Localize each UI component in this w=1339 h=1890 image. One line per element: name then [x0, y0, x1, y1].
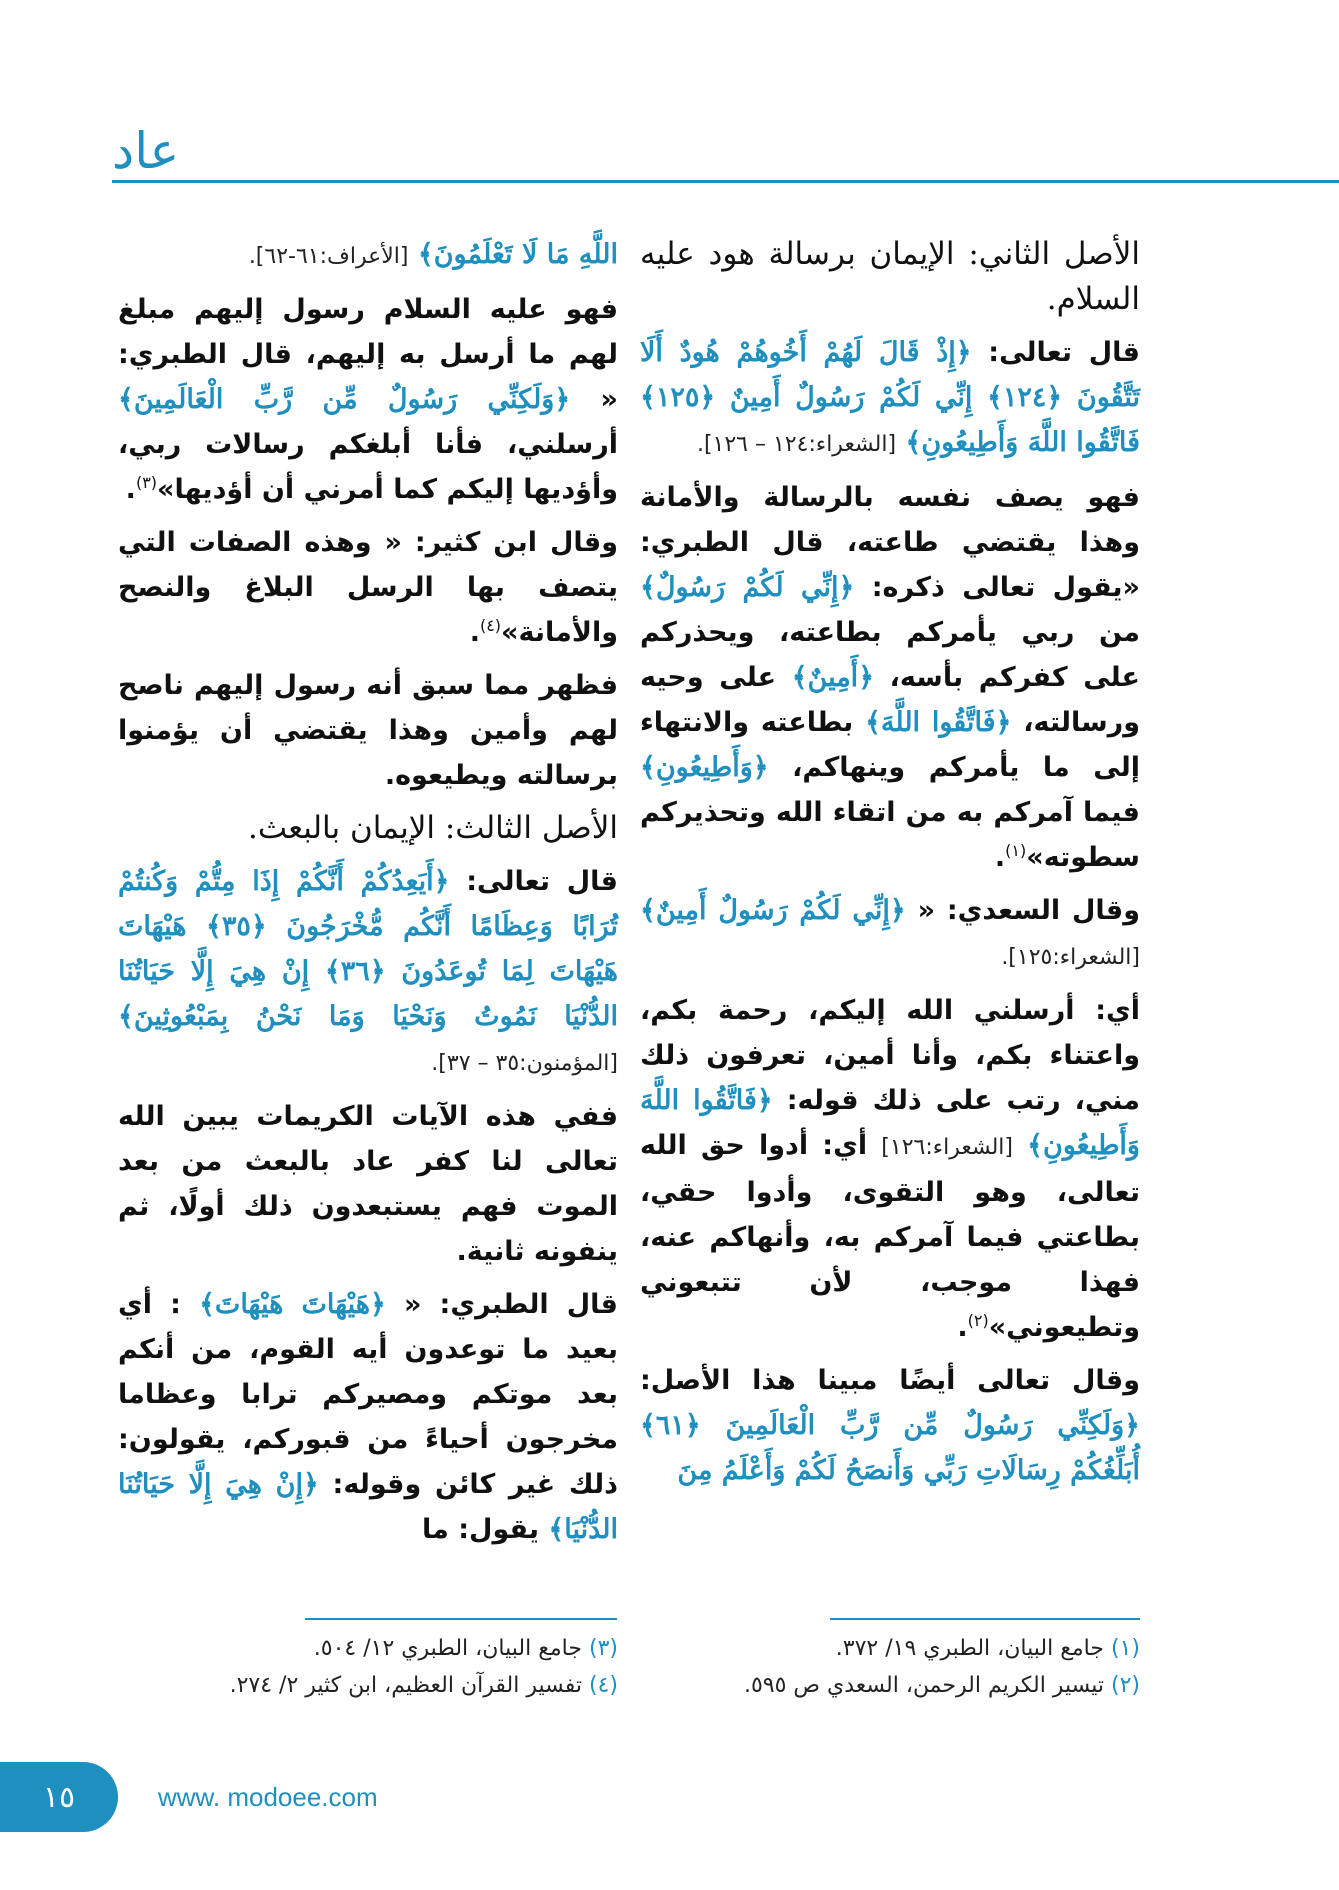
footnote-ref[interactable]: (١)	[1005, 841, 1027, 860]
quran-verse: ﴿إِنْ هِيَ إِلَّا حَيَاتُنَا الدُّنْيَا﴾	[118, 1469, 618, 1545]
footnote-text: جامع البيان، الطبري ١٢/ ٥٠٤.	[313, 1636, 582, 1661]
quran-verse: ﴿فَاتَّقُوا اللَّهَ وَأَطِيعُونِ﴾	[640, 1085, 1140, 1161]
text: فيما آمركم به من اتقاء الله وتحذيركم سطوته»	[640, 797, 1140, 873]
page-number: ١٥	[0, 1762, 118, 1832]
text: أرسلني، فأنا أبلغكم رسالات ربي، وأؤديها إليكم كما أمرني أن أؤديها»	[118, 429, 618, 505]
verse-reference: [الشعراء:١٢٦]	[881, 1135, 1013, 1160]
paragraph: فهو عليه السلام رسول إليهم مبلغ لهم ما أرسل به إليهم، قال الطبري: « ﴿وَلَكِنِّي رَسُولٌ مِّن رَّبِّ الْعَالَمِينَ﴾ أرسلني، فأنا أبلغكم رسالات ربي، وأؤديها إليكم كما أمرني أن أؤديها»$^{(٣)}$.	[118, 294, 618, 505]
footnotes-left	[118, 1630, 618, 1704]
paragraph	[640, 1358, 1140, 1493]
footnote	[640, 1630, 1140, 1667]
text: بطاعته والانتهاء إلى ما يأمركم وينهاكم،	[640, 707, 1140, 783]
text: قال الطبري: «	[403, 1289, 618, 1320]
paragraph	[640, 330, 1140, 467]
section-heading-3: الأصل الثالث: الإيمان بالبعث.	[247, 810, 618, 846]
paragraph	[118, 232, 618, 279]
website-link[interactable]: www. modoee.com	[158, 1782, 378, 1812]
header-divider	[112, 180, 1339, 183]
text: أي: أرسلني الله إليكم، رحمة بكم، واعتناء بكم، وأنا أمين، تعرفون ذلك مني، رتب على ذلك قوله:	[640, 995, 1140, 1116]
quran-verse: ﴿وَلَكِنِّي رَسُولٌ مِّن رَّبِّ الْعَالَمِينَ﴾	[118, 384, 571, 415]
verse-reference: [الشعراء:١٢٤ – ١٢٦].	[696, 432, 897, 457]
quran-verse: ﴿وَلَكِنِّي رَسُولٌ مِّن رَّبِّ الْعَالَمِينَ ﴿٦١﴾ أُبَلِّغُكُمْ رِسَالَاتِ رَبِّي وَأَنصَحُ لَكُمْ وَأَعْلَمُ مِنَ	[640, 1410, 1140, 1486]
paragraph: ففي هذه الآيات الكريمات يبين الله تعالى لنا كفر عاد بالبعث من بعد الموت فهم يستبعدون ذلك أولًا، ثم ينفونه ثانية.	[118, 1101, 618, 1267]
footnote-divider	[305, 1618, 617, 1620]
footnote	[118, 1667, 618, 1704]
footnote-number: (٣)	[588, 1636, 618, 1661]
quran-verse: ﴿أَمِينٌ﴾	[791, 662, 875, 693]
quran-verse: ﴿أَيَعِدُكُمْ أَنَّكُمْ إِذَا مِتُّمْ وَكُنتُمْ تُرَابًا وَعِظَامًا أَنَّكُم مُّخْرَجُونَ ﴿٣٥﴾ هَيْهَاتَ هَيْهَاتَ لِمَا تُوعَدُونَ ﴿٣٦﴾ إِنْ هِيَ إِلَّا حَيَاتُنَا الدُّنْيَا نَمُوتُ وَنَحْيَا وَمَا نَحْنُ بِمَبْعُوثِينَ﴾	[118, 866, 618, 1032]
paragraph	[118, 1282, 618, 1552]
text: يقول: ما	[422, 1514, 539, 1545]
text: قال تعالى:	[988, 337, 1140, 368]
footnote-number: (٤)	[588, 1673, 618, 1698]
footnote-ref[interactable]: (٤)	[479, 616, 502, 635]
text: من ربي يأمركم بطاعته، ويحذركم على كفركم بأسه،	[640, 617, 1140, 693]
verse-reference: [الأعراف:٦١-٦٢].	[248, 244, 409, 269]
quran-verse: ﴿إِذْ قَالَ لَهُمْ أَخُوهُمْ هُودٌ أَلَا تَتَّقُونَ ﴿١٢٤﴾ إِنِّي لَكُمْ رَسُولٌ أَمِينٌ ﴿١٢٥﴾ فَاتَّقُوا اللَّهَ وَأَطِيعُونِ﴾	[640, 337, 1140, 458]
quran-verse: ﴿فَاتَّقُوا اللَّهَ﴾	[865, 707, 1012, 738]
text: : أي بعيد ما توعدون أيه القوم، من أنكم بعد موتكم ومصيركم ترابا وعظاما مخرجون أحياءً من قبوركم، يقولون: ذلك غير كائن وقوله:	[118, 1289, 619, 1500]
text: فهو عليه السلام رسول إليهم مبلغ لهم ما أرسل به إليهم، قال الطبري: «	[118, 294, 618, 415]
paragraph	[640, 888, 1140, 980]
verse-reference: [الشعراء:١٢٥].	[1001, 945, 1140, 970]
text: على وحيه ورسالته،	[640, 662, 1141, 738]
text: فهو يصف نفسه بالرسالة والأمانة وهذا يقتضي طاعته، قال الطبري: «يقول تعالى ذكره:	[640, 482, 1141, 603]
quran-verse: اللَّهِ مَا لَا تَعْلَمُونَ﴾	[417, 239, 618, 270]
text: أي: أدوا حق الله تعالى، وهو التقوى، وأدوا حقي، بطاعتي فيما آمركم به، وأنهاكم عنه، فهذا موجب، لأن تتبعوني وتطيعوني»	[640, 1130, 1140, 1343]
text: وقال تعالى أيضًا مبينا هذا الأصل:	[640, 1365, 1140, 1396]
paragraph: وقال ابن كثير: « وهذه الصفات التي يتصف بها الرسل البلاغ والنصح والأمانة»$^{(٤)}$.	[118, 527, 618, 648]
quran-verse: ﴿إِنِّي لَكُمْ رَسُولٌ﴾	[640, 572, 855, 603]
footnote-ref[interactable]: (٢)	[967, 1311, 989, 1330]
quran-verse: ﴿هَيْهَاتَ هَيْهَاتَ﴾	[199, 1289, 386, 1320]
footnotes-right	[640, 1630, 1140, 1704]
footnote-number: (١)	[1110, 1636, 1140, 1661]
paragraph: فهو يصف نفسه بالرسالة والأمانة وهذا يقتضي طاعته، قال الطبري: «يقول تعالى ذكره: ﴿إِنِّي لَكُمْ رَسُولٌ﴾ من ربي يأمركم بطاعته، ويحذركم على كفركم بأسه، ﴿أَمِينٌ﴾ على وحيه ورسالته، ﴿فَاتَّقُوا اللَّهَ﴾ بطاعته والانتهاء إلى ما يأمركم وينهاكم، ﴿وَأَطِيعُونِ﴾ فيما آمركم به من اتقاء الله وتحذيركم سطوته»$^{(١)}$.	[640, 482, 1141, 873]
footnote-text: جامع البيان، الطبري ١٩/ ٣٧٢.	[835, 1636, 1104, 1661]
paragraph: أي: أرسلني الله إليكم، رحمة بكم، واعتناء بكم، وأنا أمين، تعرفون ذلك مني، رتب على ذلك قوله: ﴿فَاتَّقُوا اللَّهَ وَأَطِيعُونِ﴾ [الشعراء:١٢٦] أي: أدوا حق الله تعالى، وهو التقوى، وأدوا حقي، بطاعتي فيما آمركم به، وأنهاكم عنه، فهذا موجب، لأن تتبعوني وتطيعوني»$^{(٢)}$.	[640, 995, 1140, 1343]
footnote-text: تيسير الكريم الرحمن، السعدي ص ٥٩٥.	[743, 1673, 1104, 1698]
verse-reference: [المؤمنون:٣٥ – ٣٧].	[431, 1051, 618, 1076]
right-column	[640, 232, 1140, 1501]
footnote-divider	[830, 1618, 1140, 1620]
footnote-number: (٢)	[1110, 1673, 1140, 1698]
text: وقال ابن كثير: « وهذه الصفات التي يتصف بها الرسل البلاغ والنصح والأمانة»	[118, 527, 618, 648]
paragraph: فظهر مما سبق أنه رسول إليهم ناصح لهم وأمين وهذا يقتضي أن يؤمنوا برسالته ويطيعوه.	[118, 670, 618, 791]
section-heading-2: الأصل الثاني: الإيمان برسالة هود عليه السلام.	[640, 236, 1140, 317]
quran-verse: ﴿وَأَطِيعُونِ﴾	[640, 752, 769, 783]
left-column	[118, 232, 618, 1560]
paragraph	[118, 859, 618, 1086]
quran-verse: ﴿إِنِّي لَكُمْ رَسُولٌ أَمِينٌ﴾	[640, 895, 906, 926]
footnote-text: تفسير القرآن العظيم، ابن كثير ٢/ ٢٧٤.	[229, 1673, 582, 1698]
page-title: عاد	[112, 122, 180, 180]
footnote-ref[interactable]: (٣)	[135, 473, 158, 492]
text: قال تعالى:	[466, 866, 618, 897]
footnote	[640, 1667, 1140, 1704]
footnote	[118, 1630, 618, 1667]
text: وقال السعدي: «	[917, 895, 1140, 926]
